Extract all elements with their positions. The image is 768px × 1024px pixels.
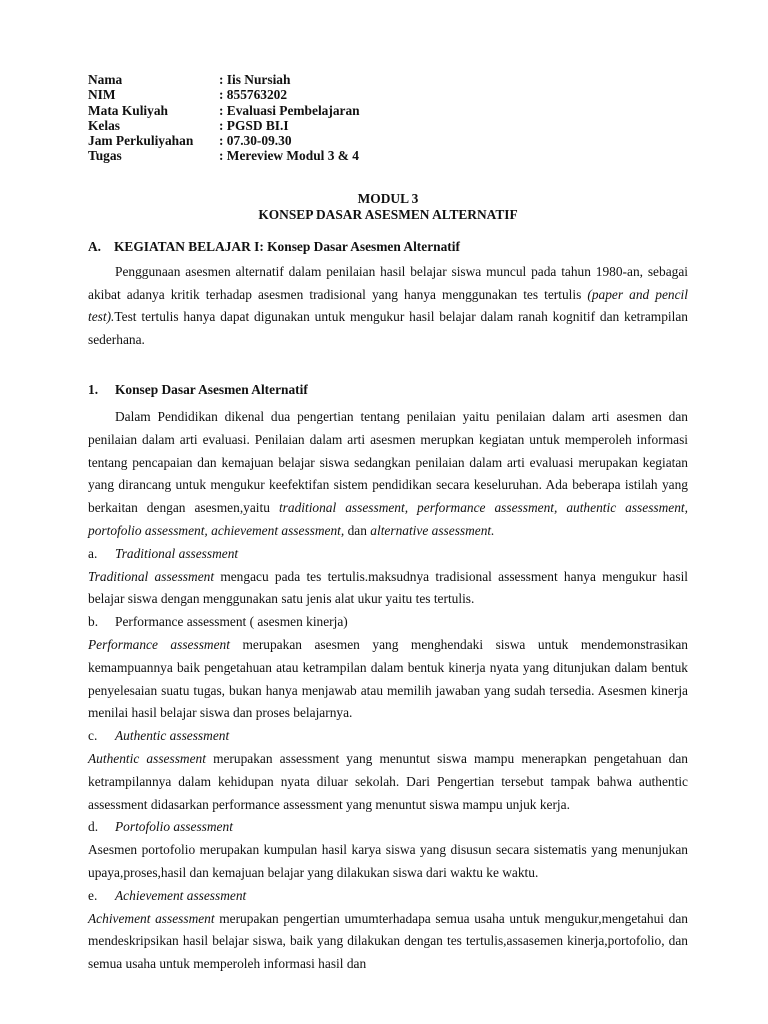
document-title xyxy=(88,191,688,223)
item-marker: c. xyxy=(88,728,98,744)
concept-italic-end: alternative assessment. xyxy=(370,522,495,538)
concept-text: Dalam Pendidikan dikenal dua pengertian tentang penilaian yaitu penilaian dalam arti asesmen dan penilaian dalam arti evaluasi. Penilaian dalam arti asesmen merupkan kegiatan untuk memperoleh informasi tentang pencapaian dan kemajuan belajar siswa sedangkan penilaian dalam arti evaluasi merupakan kegiatan yang dirancang untuk mengukur keefektifan sistem pendidikan secara keseluruhan. Ada beberapa istilah yang berkaitan dengan asesmen,yaitu xyxy=(88,408,688,516)
item-title: Authentic assessment xyxy=(115,728,230,744)
item-e-heading xyxy=(88,885,688,908)
info-label: NIM xyxy=(88,87,116,103)
info-label: Jam Perkuliyahan xyxy=(88,133,194,149)
section-title: KEGIATAN BELAJAR I: Konsep Dasar Asesmen Alternatif xyxy=(114,238,460,254)
subsection-1-heading xyxy=(88,382,688,398)
section-letter: A. xyxy=(88,238,102,254)
item-term: Achivement assessment xyxy=(88,910,215,926)
section-a-heading xyxy=(88,239,688,255)
info-row-mata-kuliyah xyxy=(88,103,360,118)
info-value: : 855763202 xyxy=(219,87,288,103)
info-value: : PGSD BI.I xyxy=(219,117,289,133)
module-subtitle: KONSEP DASAR ASESMEN ALTERNATIF xyxy=(258,206,518,222)
item-text: merupakan pengertian umumterhadapa semua usaha untuk mengukur,mengetahui dan mendeskripsikan hasil belajar siswa, baik yang dilakukan dengan tes tertulis,assasemen kinerja,portofolio, dan semua usaha untuk memperoleh informasi hasil dan xyxy=(88,910,688,972)
item-term: Traditional assessment xyxy=(88,568,215,584)
item-d-heading xyxy=(88,816,688,839)
concept-text-mid: dan xyxy=(344,522,371,538)
info-value: : Evaluasi Pembelajaran xyxy=(219,102,360,118)
item-title: Portofolio assessment xyxy=(115,819,233,835)
intro-text-end: Test tertulis hanya dapat digunakan untuk mengukur hasil belajar dalam ranah kognitif dan ketrampilan sederhana. xyxy=(88,309,688,348)
module-title: MODUL 3 xyxy=(357,190,419,206)
item-e-paragraph xyxy=(88,908,688,976)
item-marker: e. xyxy=(88,887,98,903)
item-text: mengacu pada tes tertulis.maksudnya tradisional assessment hanya mengukur hasil belajar siswa dengan menggunakan satu jenis alat ukur yaitu tes tertulis. xyxy=(88,568,689,607)
info-row-kelas xyxy=(88,118,360,133)
info-label: Kelas xyxy=(88,117,120,133)
student-info-table xyxy=(88,72,360,164)
concept-paragraph xyxy=(88,406,688,543)
info-value: : Iis Nursiah xyxy=(219,72,291,87)
info-label: Mata Kuliyah xyxy=(88,102,168,118)
concept-italic-terms: traditional assessment, performance assessment, authentic assessment, portofolio assessment, achievement assessment, xyxy=(88,500,688,538)
intro-text: Penggunaan asesmen alternatif dalam penilaian hasil belajar siswa muncul pada tahun 1980-an, sebagai akibat adanya kritik terhadap asesmen tradisional yang hanya menggunakan tes tertulis xyxy=(88,263,688,302)
item-a-paragraph xyxy=(88,566,688,612)
item-marker: a. xyxy=(88,545,98,561)
item-c-paragraph xyxy=(88,748,688,816)
item-c-heading xyxy=(88,725,688,748)
item-text: Asesmen portofolio merupakan kumpulan hasil karya siswa yang disusun secara sistematis yang menunjukan upaya,proses,hasil dan kemajuan belajar yang dilakukan siswa dari waktu ke waktu. xyxy=(88,842,688,880)
item-text: merupakan assessment yang menuntut siswa mampu menerapkan pengetahuan dan ketrampilannya dalam kehidupan nyata diluar sekolah. Dari Pengertian tersebut tampak bahwa authentic assessment didasarkan performance assessment yang menuntut siswa mampu unjuk kerja. xyxy=(88,750,688,812)
subsection-title: Konsep Dasar Asesmen Alternatif xyxy=(115,381,308,397)
item-title: Achievement assessment xyxy=(115,887,247,903)
info-value: : Mereview Modul 3 & 4 xyxy=(219,148,359,164)
item-marker: d. xyxy=(88,819,99,835)
info-row-tugas xyxy=(88,148,360,163)
item-marker: b. xyxy=(88,614,99,630)
item-term: Performance assessment xyxy=(88,636,230,652)
item-text: merupakan asesmen yang menghendaki siswa untuk mendemonstrasikan kemampuannya baik pengetahuan atau ketrampilan dalam bentuk kinerja nyata yang ditunjukan dalam bentuk penyelesaian suatu tugas, bukan hanya menjawab atau memilih jawaban yang sudah tersedia. Asesmen kinerja menilai hasil belajar siswa dan proses belajarnya. xyxy=(88,636,688,721)
info-label: Nama xyxy=(88,72,123,87)
info-label: Tugas xyxy=(88,148,122,164)
item-b-paragraph xyxy=(88,634,688,725)
document-page xyxy=(88,72,688,976)
info-row-nama xyxy=(88,72,360,87)
item-title: Performance assessment ( asesmen kinerja) xyxy=(115,614,348,630)
item-term: Authentic assessment xyxy=(88,750,206,766)
info-row-nim xyxy=(88,87,360,102)
intro-paragraph xyxy=(88,261,688,352)
info-value: : 07.30-09.30 xyxy=(219,133,292,149)
info-row-jam xyxy=(88,133,360,148)
intro-italic: (paper and pencil test). xyxy=(88,286,688,325)
subsection-number: 1. xyxy=(88,381,99,397)
item-title: Traditional assessment xyxy=(115,545,239,561)
item-d-paragraph xyxy=(88,839,688,885)
item-a-heading xyxy=(88,543,688,566)
item-b-heading xyxy=(88,611,688,634)
